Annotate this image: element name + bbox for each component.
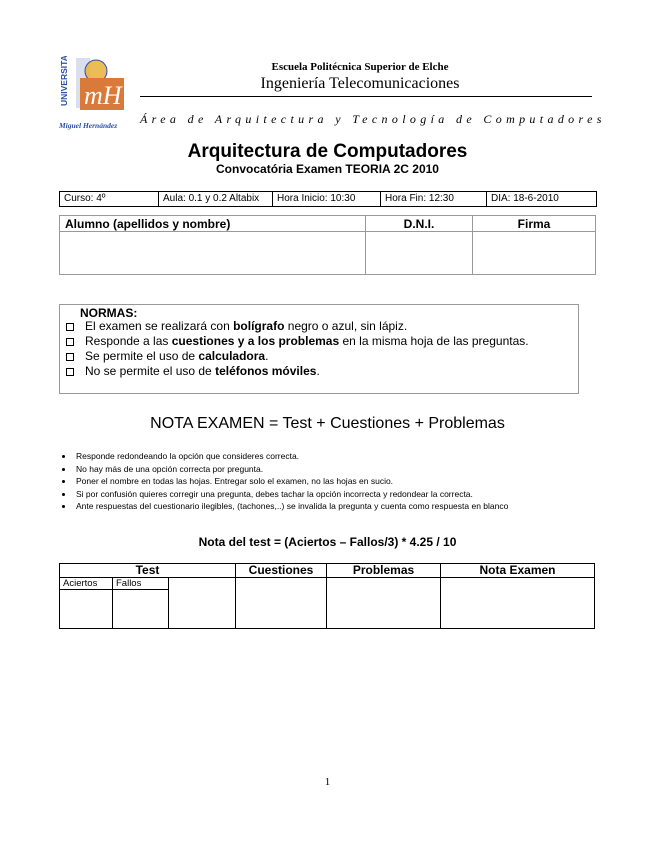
problems-score-field[interactable] — [327, 578, 441, 629]
exam-title: Arquitectura de Computadores — [187, 141, 468, 162]
department-area: Área de Arquitectura y Tecnología de Computadores — [140, 112, 606, 126]
dni-field[interactable] — [366, 232, 473, 275]
instruction-item: Ante respuestas del cuestionario ilegibles, (tachones,..) se invalida la pregunta y cuenta como respuesta en blanco — [62, 500, 602, 513]
grades-table — [59, 563, 595, 629]
checkbox-icon — [66, 323, 74, 331]
rules-box — [59, 304, 579, 394]
final-grade-field[interactable] — [441, 578, 595, 629]
page-number: 1 — [324, 776, 331, 788]
questions-score-field[interactable] — [236, 578, 327, 629]
rules-heading: NORMAS: — [80, 306, 138, 320]
logo-caption: Miguel Hernández — [59, 121, 118, 130]
student-name-header: Alumno (apellidos y nombre) — [60, 216, 366, 232]
school-name: Escuela Politécnica Superior de Elche — [271, 61, 449, 73]
checkbox-icon — [66, 368, 74, 376]
hits-field[interactable] — [60, 590, 113, 629]
dni-header: D.N.I. — [366, 216, 473, 232]
rules-list — [66, 319, 529, 379]
signature-field[interactable] — [473, 232, 596, 275]
student-name-field[interactable] — [60, 232, 366, 275]
final-grade-header: Nota Examen — [441, 564, 595, 578]
bullet-icon — [62, 505, 65, 508]
info-course: Curso: 4º — [60, 192, 159, 206]
misses-subheader: Fallos — [113, 578, 169, 590]
instruction-item: No hay más de una opción correcta por pregunta. — [62, 463, 602, 476]
instructions-list — [62, 450, 602, 513]
student-table — [59, 215, 596, 275]
rule-item: No se permite el uso de teléfonos móviles . — [66, 364, 529, 379]
exam-subtitle: Convocatória Examen TEORIA 2C 2010 — [216, 162, 439, 176]
rule-item: El examen se realizará con bolígrafo negro o azul, sin lápiz. — [66, 319, 529, 334]
instruction-item: Responde redondeando la opción que consideres correcta. — [62, 450, 602, 463]
university-logo — [58, 56, 128, 132]
test-header: Test — [60, 564, 236, 578]
bullet-icon — [62, 493, 65, 496]
grade-formula: NOTA EXAMEN = Test + Cuestiones + Problemas — [150, 415, 505, 432]
info-room: Aula: 0.1 y 0.2 Altabix — [159, 192, 273, 206]
checkbox-icon — [66, 353, 74, 361]
test-score-formula: Nota del test = (Aciertos – Fallos/3) * 4.25 / 10 — [198, 535, 457, 549]
bullet-icon — [62, 480, 65, 483]
info-date: DIA: 18-6-2010 — [491, 193, 559, 204]
hits-subheader: Aciertos — [60, 578, 113, 590]
test-score-field[interactable] — [169, 578, 236, 629]
instruction-item: Si por confusión quieres corregir una pregunta, debes tachar la opción incorrecta y redondear la correcta. — [62, 488, 602, 501]
problems-header: Problemas — [327, 564, 441, 578]
header-divider — [140, 96, 592, 97]
rule-item: Se permite el uso de calculadora . — [66, 349, 529, 364]
rule-item: Responde a las cuestiones y a los problemas en la misma hoja de las preguntas. — [66, 334, 529, 349]
signature-header: Firma — [473, 216, 596, 232]
logo-monogram: mH — [84, 81, 122, 110]
bullet-icon — [62, 455, 65, 458]
instruction-item: Poner el nombre en todas las hojas. Entregar solo el examen, no las hojas en sucio. — [62, 475, 602, 488]
exam-info-row — [59, 191, 597, 207]
info-end-time: Hora Fin: 12:30 — [381, 192, 487, 206]
checkbox-icon — [66, 338, 74, 346]
bullet-icon — [62, 468, 65, 471]
questions-header: Cuestiones — [236, 564, 327, 578]
info-start-time: Hora Inicio: 10:30 — [273, 192, 381, 206]
misses-field[interactable] — [113, 590, 169, 629]
logo-vertical-text: UNIVERSITAS — [59, 56, 69, 106]
degree-name: Ingeniería Telecomunicaciones — [260, 75, 460, 92]
